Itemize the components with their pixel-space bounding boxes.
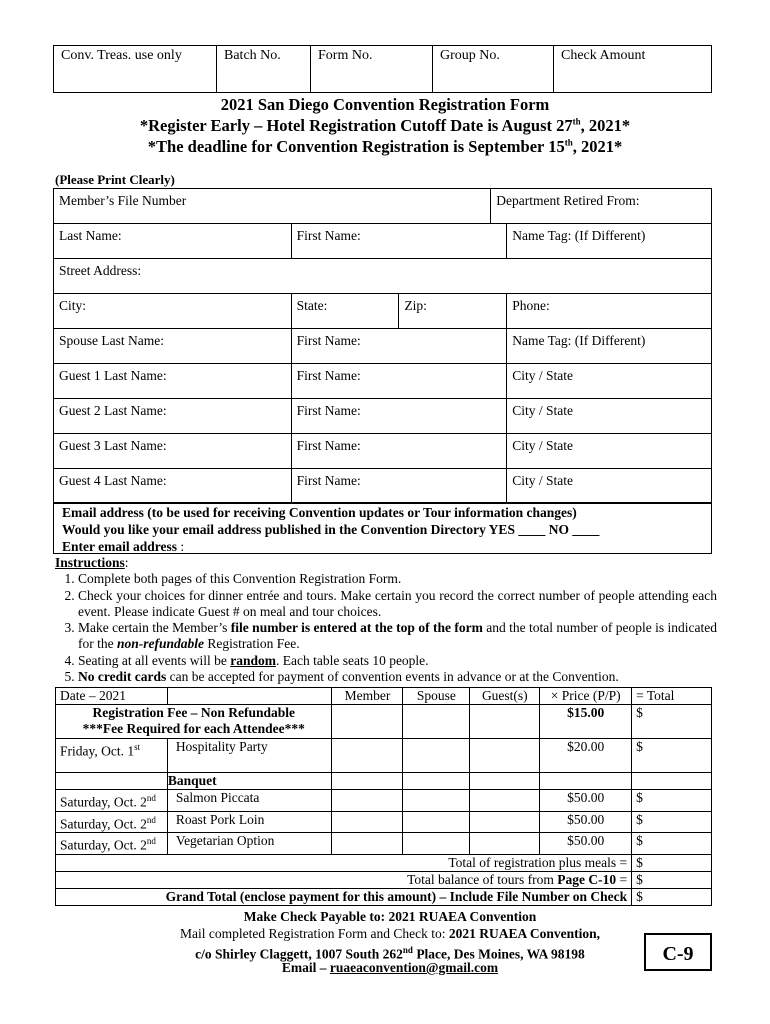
pork-price: $50.00 <box>540 811 632 833</box>
hosp-price: $20.00 <box>540 739 632 773</box>
check-amount-cell[interactable]: Check Amount <box>554 46 712 93</box>
email-link[interactable]: ruaeaconvention@gmail.com <box>329 960 499 975</box>
member-file-number-field[interactable]: Member’s File Number <box>54 189 491 224</box>
total-registration-amount[interactable]: $ <box>632 854 712 871</box>
meal-row-salmon <box>56 790 712 812</box>
meal-pork: Roast Pork Loin <box>167 811 332 833</box>
veg-spouse-qty[interactable] <box>403 833 470 855</box>
fee-header-row <box>56 688 712 705</box>
veg-member-qty[interactable] <box>332 833 403 855</box>
reg-price: $15.00 <box>540 705 632 739</box>
salmon-price: $50.00 <box>540 790 632 812</box>
name-tag-field[interactable]: Name Tag: (If Different) <box>507 224 712 259</box>
hospitality-event: Hospitality Party <box>167 739 332 773</box>
page-title: 2021 San Diego Convention Registration Form <box>220 95 550 114</box>
form-no-cell[interactable]: Form No. <box>311 46 433 93</box>
hosp-member-qty[interactable] <box>332 739 403 773</box>
pork-total[interactable]: $ <box>632 811 712 833</box>
total-tours-row <box>56 871 712 888</box>
email-usage-note: Email address (to be used for receiving Convention updates or Tour information changes) <box>62 505 577 520</box>
registration-fee-label: Registration Fee – Non Refundable ***Fee Required for each Attendee*** <box>56 705 332 739</box>
header-guests: Guest(s) <box>470 688 540 705</box>
city-field[interactable]: City: <box>54 294 292 329</box>
last-name-field[interactable]: Last Name: <box>54 224 292 259</box>
fee-table <box>55 687 712 906</box>
payable-to: Make Check Payable to: 2021 RUAEA Convention <box>243 909 537 924</box>
guest-2-last-name-field[interactable]: Guest 2 Last Name: <box>54 399 292 434</box>
total-registration-label: Total of registration plus meals = <box>56 854 632 871</box>
salmon-total[interactable]: $ <box>632 790 712 812</box>
veg-price: $50.00 <box>540 833 632 855</box>
reg-spouse-qty[interactable] <box>403 705 470 739</box>
hospitality-row <box>56 739 712 773</box>
guest-4-first-name-field[interactable]: First Name: <box>291 469 507 504</box>
street-address-field[interactable]: Street Address: <box>54 259 712 294</box>
mail-to: Mail completed Registration Form and Check to: 2021 RUAEA Convention, <box>180 926 600 941</box>
total-tours-label: Total balance of tours from Page C-10 = <box>56 871 632 888</box>
guest-3-city-state-field[interactable]: City / State <box>507 434 712 469</box>
email-section <box>53 502 712 554</box>
guest-1-city-state-field[interactable]: City / State <box>507 364 712 399</box>
meal-row-vegetarian <box>56 833 712 855</box>
total-tours-amount[interactable]: $ <box>632 871 712 888</box>
instruction-3: 3. Make certain the Member’s file number is entered at the top of the form and the total number of people is indicated for the non-refundable Registration Fee. <box>78 620 717 653</box>
hosp-total[interactable]: $ <box>632 739 712 773</box>
instruction-1: 1. Complete both pages of this Convention Registration Form. <box>78 571 717 587</box>
veg-total[interactable]: $ <box>632 833 712 855</box>
mailing-address: c/o Shirley Claggett, 1007 South 262nd Place, Des Moines, WA 98198 <box>195 945 585 962</box>
conv-treas-cell[interactable]: Conv. Treas. use only <box>54 46 217 93</box>
guest-4-last-name-field[interactable]: Guest 4 Last Name: <box>54 469 292 504</box>
first-name-field[interactable]: First Name: <box>291 224 507 259</box>
meal-date: Saturday, Oct. 2nd <box>56 833 168 855</box>
grand-total-amount[interactable]: $ <box>632 888 712 905</box>
guest-3-last-name-field[interactable]: Guest 3 Last Name: <box>54 434 292 469</box>
meal-date: Saturday, Oct. 2nd <box>56 811 168 833</box>
pork-member-qty[interactable] <box>332 811 403 833</box>
header-member: Member <box>332 688 403 705</box>
header-total: = Total <box>632 688 712 705</box>
group-no-cell[interactable]: Group No. <box>433 46 554 93</box>
meal-date: Saturday, Oct. 2nd <box>56 790 168 812</box>
veg-guest-qty[interactable] <box>470 833 540 855</box>
reg-member-qty[interactable] <box>332 705 403 739</box>
reg-guest-qty[interactable] <box>470 705 540 739</box>
meal-row-pork <box>56 811 712 833</box>
header-spouse: Spouse <box>403 688 470 705</box>
registration-deadline-note: *The deadline for Convention Registration is September 15th, 2021* <box>147 137 623 156</box>
total-registration-row <box>56 854 712 871</box>
guest-2-first-name-field[interactable]: First Name: <box>291 399 507 434</box>
salmon-guest-qty[interactable] <box>470 790 540 812</box>
department-retired-field[interactable]: Department Retired From: <box>491 189 712 224</box>
meal-vegetarian: Vegetarian Option <box>167 833 332 855</box>
directory-publish-question[interactable]: Would you like your email address published in the Convention Directory YES ____ NO ____ <box>62 522 600 537</box>
hotel-cutoff-note: *Register Early – Hotel Registration Cutoff Date is August 27th, 2021* <box>139 116 631 135</box>
pork-spouse-qty[interactable] <box>403 811 470 833</box>
guest-3-first-name-field[interactable]: First Name: <box>291 434 507 469</box>
print-clearly-note: (Please Print Clearly) <box>55 172 175 187</box>
guest-2-city-state-field[interactable]: City / State <box>507 399 712 434</box>
instructions <box>55 555 717 685</box>
guest-4-city-state-field[interactable]: City / State <box>507 469 712 504</box>
spouse-last-name-field[interactable]: Spouse Last Name: <box>54 329 292 364</box>
page-id-box: C-9 <box>644 933 712 971</box>
registration-fee-row <box>56 705 712 739</box>
header-date: Date – 2021 <box>56 688 168 705</box>
email-address-field[interactable]: Enter email address : <box>62 539 185 554</box>
pork-guest-qty[interactable] <box>470 811 540 833</box>
contact-email: Email – ruaeaconvention@gmail.com <box>281 960 499 975</box>
guest-1-first-name-field[interactable]: First Name: <box>291 364 507 399</box>
instruction-2: 2. Check your choices for dinner entrée and tours. Make certain you record the correct number of people attending each event. Please indicate Guest # on meal and tour choices. <box>78 588 717 621</box>
hosp-guest-qty[interactable] <box>470 739 540 773</box>
salmon-spouse-qty[interactable] <box>403 790 470 812</box>
salmon-member-qty[interactable] <box>332 790 403 812</box>
instructions-heading: Instructions: <box>55 555 129 570</box>
zip-field[interactable]: Zip: <box>399 294 507 329</box>
batch-no-cell[interactable]: Batch No. <box>217 46 311 93</box>
registration-form-table <box>53 188 712 504</box>
hospitality-date: Friday, Oct. 1st <box>56 739 168 773</box>
grand-total-row <box>56 888 712 905</box>
spouse-first-name-field[interactable]: First Name: <box>291 329 507 364</box>
header-price: × Price (P/P) <box>540 688 632 705</box>
grand-total-label: Grand Total (enclose payment for this amount) – Include File Number on Check <box>56 888 632 905</box>
meal-salmon: Salmon Piccata <box>167 790 332 812</box>
guest-1-last-name-field[interactable]: Guest 1 Last Name: <box>54 364 292 399</box>
office-use-table <box>53 45 712 93</box>
instruction-5: 5. No credit cards can be accepted for payment of convention events in advance or at the Convention. <box>78 669 717 685</box>
state-field[interactable]: State: <box>291 294 399 329</box>
banquet-row <box>56 773 712 790</box>
instruction-4: 4. Seating at all events will be random. Each table seats 10 people. <box>78 653 717 669</box>
phone-field[interactable]: Phone: <box>507 294 712 329</box>
reg-total[interactable]: $ <box>632 705 712 739</box>
hosp-spouse-qty[interactable] <box>403 739 470 773</box>
spouse-name-tag-field[interactable]: Name Tag: (If Different) <box>507 329 712 364</box>
banquet-label: Banquet <box>167 773 332 790</box>
